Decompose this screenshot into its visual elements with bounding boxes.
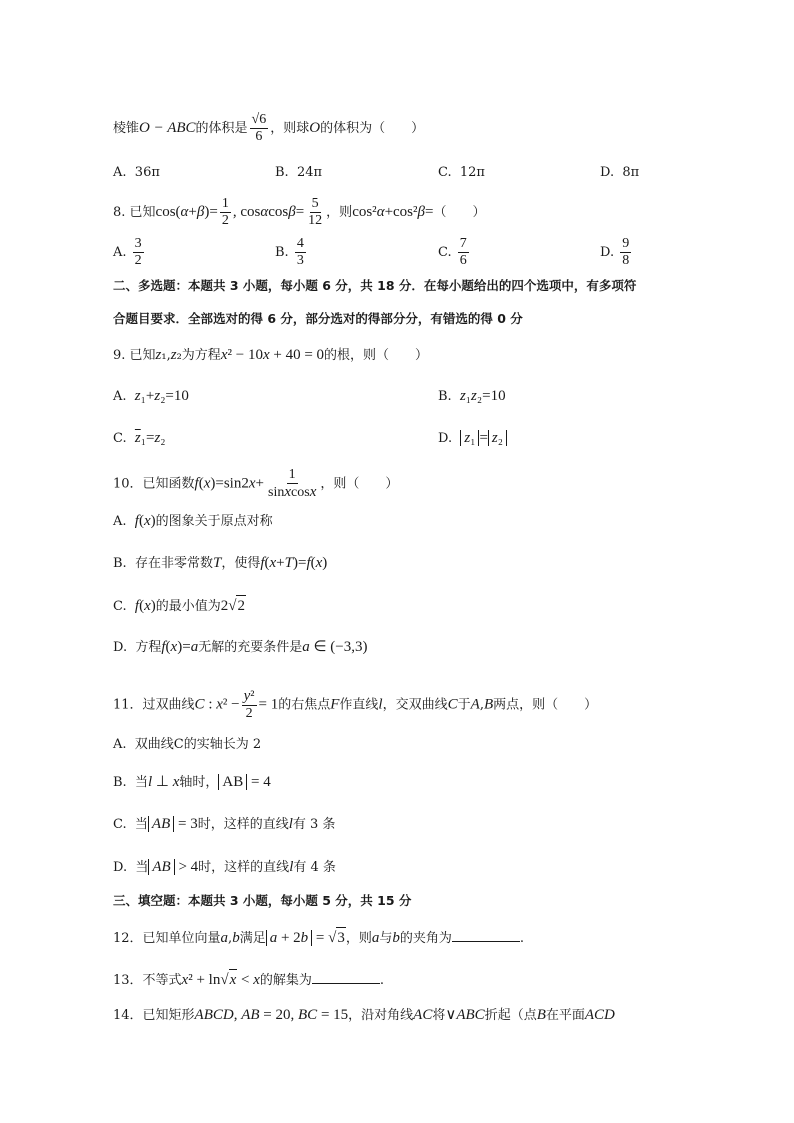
q7-option-a: A. 36π bbox=[113, 165, 160, 180]
q10-option-a: A. f(x)的图象关于原点对称 bbox=[113, 513, 273, 529]
q8-option-d: D. $\frac{9}{8}$ bbox=[600, 236, 630, 268]
q7-option-d: D. 8π bbox=[600, 165, 640, 180]
q10-stem: 10．已知函数f(x)=sin2x+ $\frac{1}{\text{sinxcosx}}$ ，则（ ） bbox=[113, 467, 399, 500]
q7-option-b: B. 24π bbox=[275, 165, 323, 180]
q13-answer-blank[interactable] bbox=[312, 969, 380, 984]
section2-heading-line1: 二、多选题：本题共 3 小题，每小题 6 分，共 18 分．在每小题给出的四个选项中，有多项符 bbox=[113, 278, 637, 293]
q11-option-b: B. 当l ⊥ x轴时， AB = 4 bbox=[113, 774, 271, 790]
q10-option-d: D. 方程f(x)=a无解的充要条件是a ∈ (−3,3) bbox=[113, 639, 368, 655]
q8-option-c: C. $\frac{7}{6}$ bbox=[438, 236, 467, 268]
q8-stem: 8. 已知cos(α+β)= $\frac{1}{2}$ , cosαcosβ= $\frac{5}{12}$ ，则cos²α+cos²β=（ ） bbox=[113, 196, 486, 228]
q13-stem: 13．不等式x² + ln√x < x的解集为 . bbox=[113, 969, 384, 991]
section2-heading-line2: 合题目要求．全部选对的得 6 分，部分选对的得部分分，有错选的得 0 分 bbox=[113, 311, 523, 326]
q14-stem: 14．已知矩形ABCD, AB = 20, BC = 15，沿对角线AC将∨ABC折起（点B在平面ACD bbox=[113, 1007, 615, 1023]
q11-option-c: C. 当 AB = 3时，这样的直线l有 3 条 bbox=[113, 816, 336, 832]
q7-stem: 棱锥O − ABC的体积是 $\frac{√6}{6}$ ，则球O的体积为（ ） bbox=[113, 112, 425, 144]
q9-stem: 9. 已知z₁,z₂为方程x² − 10x + 40 = 0的根，则（ ） bbox=[113, 347, 429, 363]
q12-answer-blank[interactable] bbox=[452, 927, 520, 942]
q8-option-a: A. $\frac{3}{2}$ bbox=[113, 236, 142, 268]
q10-option-b: B. 存在非零常数T，使得f(x+T)=f(x) bbox=[113, 555, 328, 571]
q9-option-b: B. z₁z₂=10 bbox=[438, 388, 506, 404]
q9-option-d: D. z₁ = z₂ bbox=[438, 428, 507, 449]
section3-heading: 三、填空题：本题共 3 小题，每小题 5 分，共 15 分 bbox=[113, 893, 412, 908]
q10-option-c: C. f(x)的最小值为2√2 bbox=[113, 595, 246, 617]
q8-option-b: B. $\frac{4}{3}$ bbox=[275, 236, 304, 268]
q7-option-c: C. 12π bbox=[438, 165, 485, 180]
q11-stem: 11．过双曲线C : x² − $\frac{\text{y²}}{2}$ = 1的右焦点F作直线l，交双曲线C于A,B两点，则（ ） bbox=[113, 688, 598, 721]
q12-stem: 12．已知单位向量a,b满足 a + 2b = √3，则a与b的夹角为 . bbox=[113, 927, 524, 949]
q11-option-d: D. 当 AB > 4时，这样的直线l有 4 条 bbox=[113, 859, 336, 875]
q7-fraction: $\frac{√6}{6}$ bbox=[251, 112, 267, 144]
q11-option-a: A. 双曲线C的实轴长为 2 bbox=[113, 737, 262, 752]
q9-option-c: C. $\overline{z}_1=z_2$ bbox=[113, 430, 166, 446]
q9-option-a: A. z₁+z₂=10 bbox=[113, 388, 189, 404]
